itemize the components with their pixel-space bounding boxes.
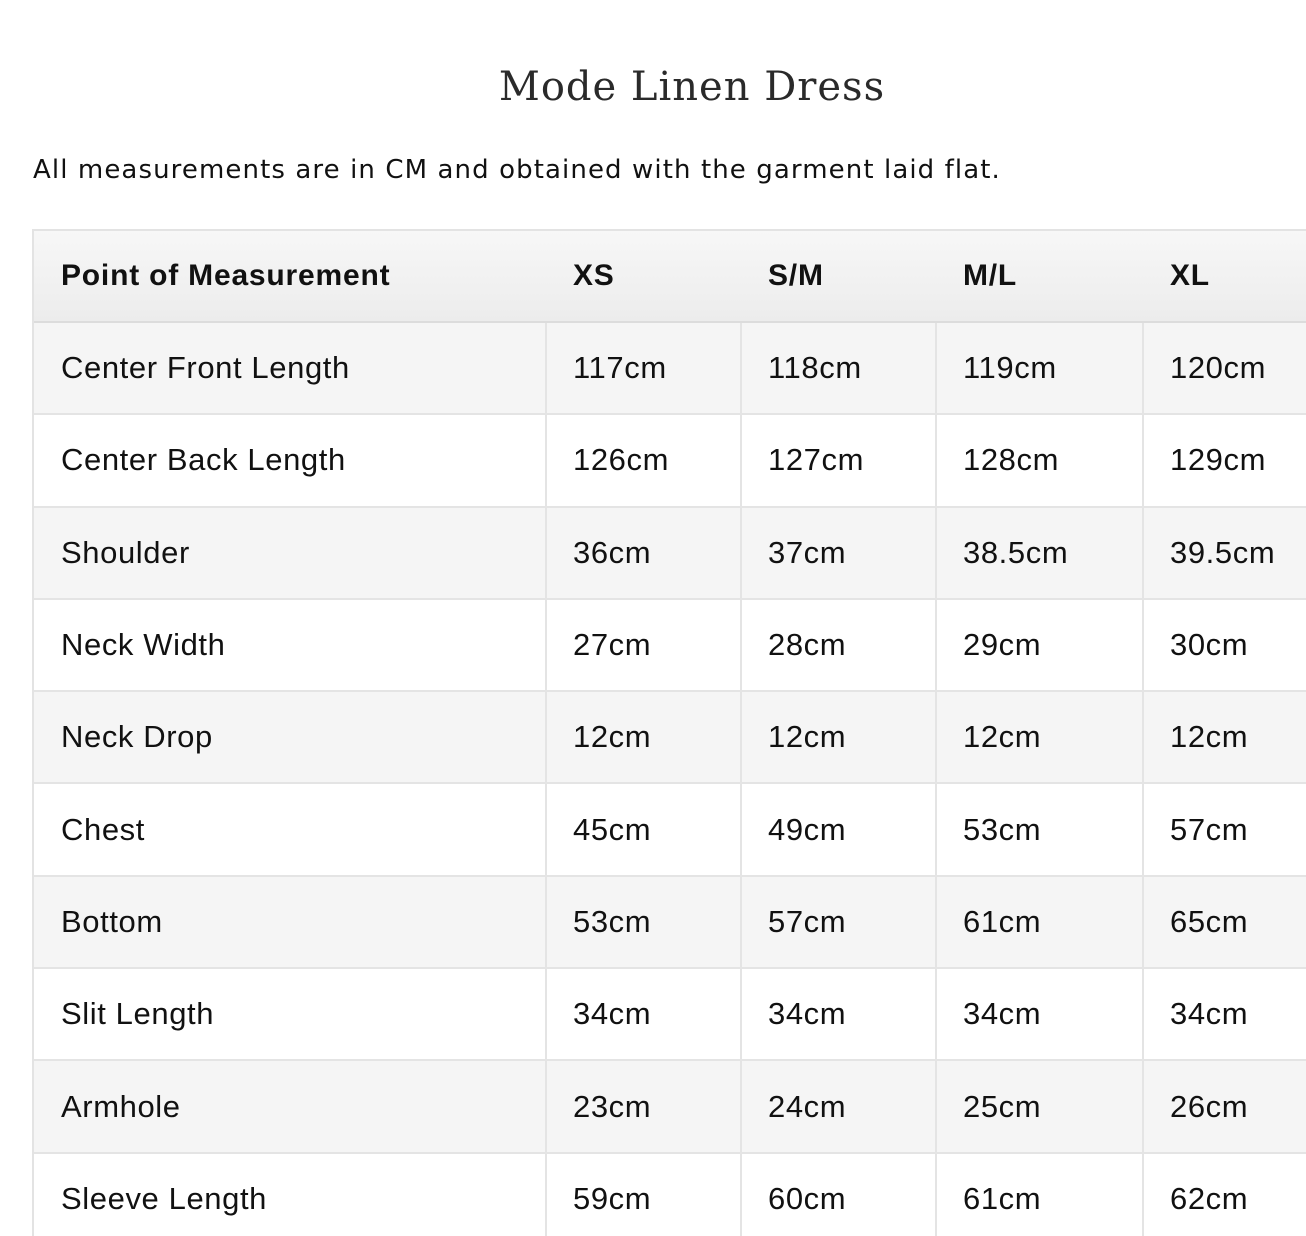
cell-xl: 57cm <box>1143 783 1306 875</box>
cell-xl: 129cm <box>1143 414 1306 506</box>
cell-ml: 12cm <box>936 691 1143 783</box>
row-label: Neck Drop <box>34 691 546 783</box>
row-label: Bottom <box>34 876 546 968</box>
cell-sm: 49cm <box>741 783 936 875</box>
table-row <box>34 1060 1306 1152</box>
table-row <box>34 968 1306 1060</box>
table-row <box>34 599 1306 691</box>
header-point-of-measurement: Point of Measurement <box>34 231 546 322</box>
cell-ml: 53cm <box>936 783 1143 875</box>
table-row <box>34 691 1306 783</box>
header-size-sm: S/M <box>741 231 936 322</box>
cell-ml: 61cm <box>936 1153 1143 1236</box>
cell-xs: 34cm <box>546 968 741 1060</box>
table-row <box>34 322 1306 414</box>
cell-ml: 25cm <box>936 1060 1143 1152</box>
header-size-ml: M/L <box>936 231 1143 322</box>
page-title: Mode Linen Dress <box>498 64 886 110</box>
row-label: Center Back Length <box>34 414 546 506</box>
cell-ml: 119cm <box>936 322 1143 414</box>
table-header <box>34 231 1306 322</box>
table-row <box>34 1153 1306 1236</box>
table-row <box>34 414 1306 506</box>
measurement-note: All measurements are in CM and obtained with the garment laid flat. <box>33 155 1001 185</box>
table-row <box>34 507 1306 599</box>
cell-sm: 37cm <box>741 507 936 599</box>
size-chart-table <box>34 231 1306 1236</box>
cell-ml: 38.5cm <box>936 507 1143 599</box>
row-label: Armhole <box>34 1060 546 1152</box>
cell-xl: 62cm <box>1143 1153 1306 1236</box>
header-size-xl: XL <box>1143 231 1306 322</box>
cell-sm: 12cm <box>741 691 936 783</box>
cell-xl: 34cm <box>1143 968 1306 1060</box>
cell-xl: 26cm <box>1143 1060 1306 1152</box>
row-label: Shoulder <box>34 507 546 599</box>
cell-sm: 28cm <box>741 599 936 691</box>
table-row <box>34 876 1306 968</box>
cell-sm: 127cm <box>741 414 936 506</box>
cell-xs: 59cm <box>546 1153 741 1236</box>
cell-xl: 39.5cm <box>1143 507 1306 599</box>
cell-xs: 12cm <box>546 691 741 783</box>
table-body <box>34 322 1306 1236</box>
cell-xs: 126cm <box>546 414 741 506</box>
cell-xs: 36cm <box>546 507 741 599</box>
cell-xs: 23cm <box>546 1060 741 1152</box>
row-label: Chest <box>34 783 546 875</box>
cell-xl: 12cm <box>1143 691 1306 783</box>
row-label: Neck Width <box>34 599 546 691</box>
cell-xl: 65cm <box>1143 876 1306 968</box>
cell-xs: 53cm <box>546 876 741 968</box>
header-row <box>34 231 1306 322</box>
cell-xs: 45cm <box>546 783 741 875</box>
table-row <box>34 783 1306 875</box>
row-label: Center Front Length <box>34 322 546 414</box>
cell-xl: 30cm <box>1143 599 1306 691</box>
cell-sm: 118cm <box>741 322 936 414</box>
row-label: Sleeve Length <box>34 1153 546 1236</box>
cell-ml: 34cm <box>936 968 1143 1060</box>
cell-sm: 34cm <box>741 968 936 1060</box>
size-chart-table-container <box>32 229 1306 1236</box>
cell-xl: 120cm <box>1143 322 1306 414</box>
header-size-xs: XS <box>546 231 741 322</box>
cell-xs: 117cm <box>546 322 741 414</box>
cell-sm: 57cm <box>741 876 936 968</box>
cell-sm: 60cm <box>741 1153 936 1236</box>
cell-ml: 61cm <box>936 876 1143 968</box>
row-label: Slit Length <box>34 968 546 1060</box>
cell-xs: 27cm <box>546 599 741 691</box>
cell-sm: 24cm <box>741 1060 936 1152</box>
cell-ml: 29cm <box>936 599 1143 691</box>
cell-ml: 128cm <box>936 414 1143 506</box>
